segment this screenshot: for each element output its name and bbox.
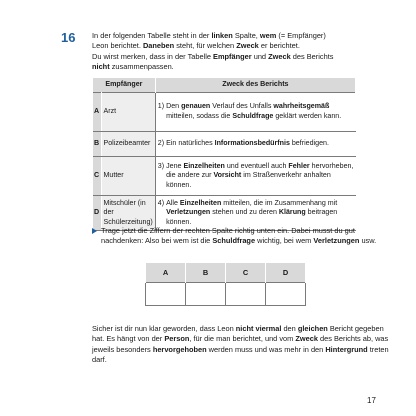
purpose-cell: 2) Ein natürliches Informationsbedürfnis befriedigen. xyxy=(155,132,355,157)
purpose-cell: 1) Den genauen Verlauf des Unfalls wahrheitsgemäß mitteilen, sodass die Schuldfrage geklärt werden kann. xyxy=(155,93,355,132)
purpose-cell: 3) Jene Einzelheiten und eventuell auch Fehler hervorheben, die andere zur Vorsicht im Straßenverkehr anhalten können. xyxy=(155,157,355,196)
intro-text: In der folgenden Tabelle steht in der linken Spalte, wem (= Empfänger) Leon berichtet. Daneben steht, für welchen Zweck er berichtet. Du wirst merken, dass in der Tabelle Empfänger und Zweck des Berichts nicht zusammenpassen. xyxy=(92,31,334,72)
answer-cell-a[interactable] xyxy=(146,283,186,306)
header-purpose: Zweck des Berichts xyxy=(155,78,355,93)
row-letter: A xyxy=(93,93,102,132)
row-letter: D xyxy=(93,196,102,231)
header-receiver: Empfänger xyxy=(93,78,156,93)
purpose-cell: 4) Alle Einzelheiten mitteilen, die im Zusammenhang mit Verletzungen stehen und zu deren Klärung beitragen können. xyxy=(155,196,355,231)
receiver-cell: Arzt xyxy=(101,93,155,132)
answer-header-b: B xyxy=(186,263,226,283)
receiver-cell: Polizeibeamter xyxy=(101,132,155,157)
closing-text: Sicher ist dir nun klar geworden, dass Leon nicht viermal den gleichen Bericht gegeben hat. Es hängt von der Person, für die man berichtet, und vom Zweck des Berichts ab, was jeweils besonders hervorgehoben werden muss und was mehr in den Hintergrund treten darf. xyxy=(92,324,389,365)
answer-header-d: D xyxy=(266,263,306,283)
receiver-cell: Mitschüler (in der Schülerzeitung) xyxy=(101,196,155,231)
table-row xyxy=(93,132,356,157)
table-row xyxy=(93,157,356,196)
answer-header-c: C xyxy=(226,263,266,283)
answer-cell-c[interactable] xyxy=(226,283,266,306)
answer-cell-d[interactable] xyxy=(266,283,306,306)
instruction-text: Trage jetzt die Ziffern der rechten Spalte richtig unten ein. Dabei musst du gut nachdenken: Also bei wem ist die Schuldfrage wichtig, bei wem Verletzungen usw. xyxy=(101,226,377,246)
task-number: 16 xyxy=(61,30,76,45)
receiver-cell: Mutter xyxy=(101,157,155,196)
table-row xyxy=(93,93,356,132)
answer-cell-b[interactable] xyxy=(186,283,226,306)
page-number: 17 xyxy=(367,396,376,405)
receiver-purpose-table xyxy=(92,78,356,231)
answer-table xyxy=(145,263,306,306)
row-letter: B xyxy=(93,132,102,157)
row-letter: C xyxy=(93,157,102,196)
answer-header-a: A xyxy=(146,263,186,283)
